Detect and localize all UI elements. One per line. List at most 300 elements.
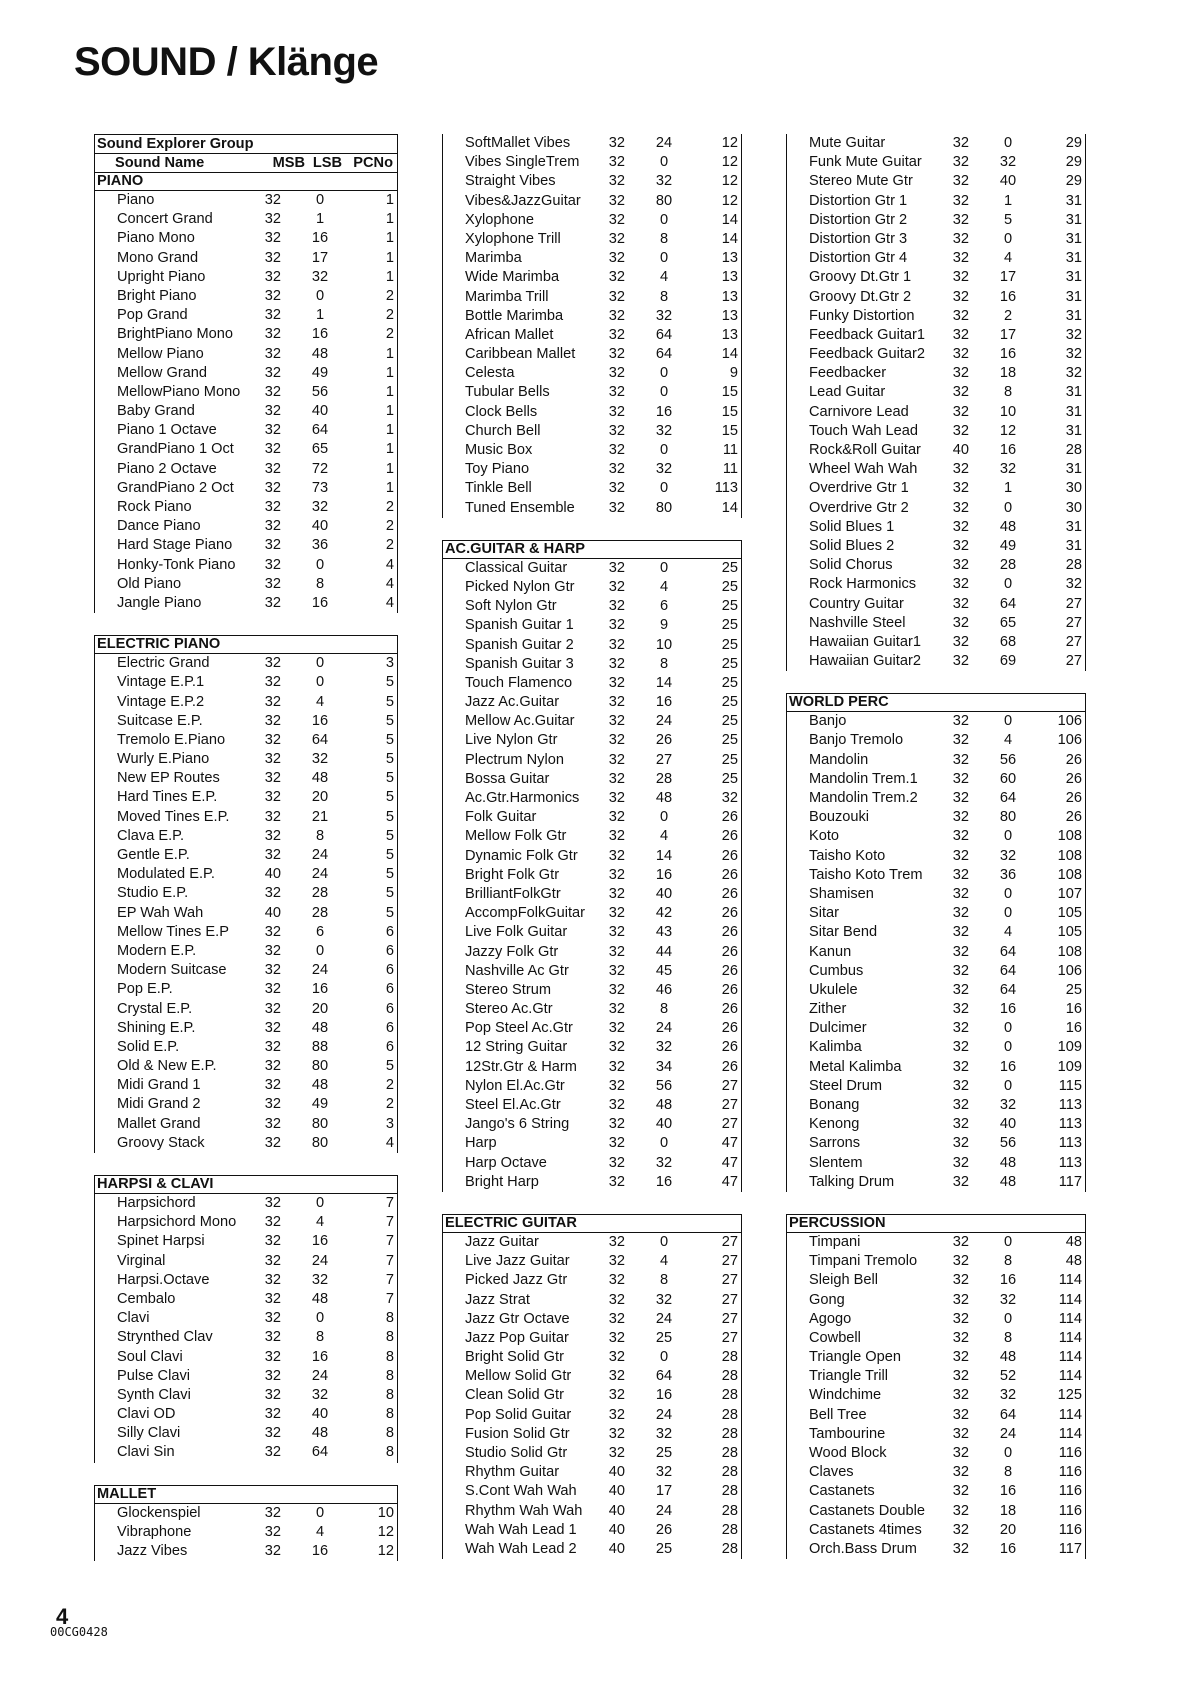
table-row (443, 751, 741, 770)
table-row (95, 1309, 397, 1328)
lsb-value: 36 (999, 866, 1017, 883)
sound-name: Bottle Marimba (465, 307, 564, 324)
sound-name: Sleigh Bell (809, 1272, 878, 1289)
lsb-value: 16 (655, 694, 673, 711)
sound-name: Kenong (809, 1116, 860, 1133)
lsb-value: 48 (311, 1019, 329, 1036)
table-row (443, 693, 741, 712)
table-row (95, 210, 397, 229)
pc-number: 125 (1057, 1387, 1082, 1404)
pc-number: 27 (721, 1116, 738, 1133)
pc-number: 27 (1065, 633, 1082, 650)
table-row (95, 750, 397, 769)
table-row (787, 712, 1085, 731)
msb-value: 32 (264, 885, 281, 902)
pc-number: 114 (1058, 1406, 1082, 1423)
lsb-value: 0 (1003, 135, 1013, 151)
lsb-value: 80 (311, 1134, 329, 1151)
sound-name: Solid Blues 1 (809, 518, 895, 535)
sound-name: Tambourine (809, 1425, 886, 1442)
sound-name: Harpsi.Octave (117, 1271, 210, 1288)
pc-number: 113 (1058, 1116, 1082, 1133)
sound-name: Stereo Ac.Gtr (465, 1001, 553, 1018)
msb-value: 32 (264, 518, 281, 535)
sound-name: Jazz Pop Guitar (465, 1329, 569, 1346)
pc-number: 26 (721, 1001, 738, 1018)
msb-value: 32 (264, 287, 281, 304)
table-row (95, 1290, 397, 1309)
lsb-value: 20 (311, 1000, 329, 1017)
pc-number: 27 (1065, 614, 1082, 631)
sound-name: Solid E.P. (117, 1038, 180, 1055)
pc-number: 27 (721, 1329, 738, 1346)
sound-name: Mellow Tines E.P (117, 923, 229, 940)
table-row (95, 961, 397, 980)
table-row (443, 383, 741, 402)
pc-number: 31 (1065, 403, 1082, 420)
lsb-value: 4 (315, 1523, 325, 1540)
lsb-value: 8 (1003, 384, 1013, 401)
table-row (443, 1058, 741, 1077)
lsb-value: 64 (311, 422, 329, 439)
table-row (787, 1134, 1085, 1153)
sound-name: Shining E.P. (117, 1019, 196, 1036)
pc-number: 12 (377, 1543, 394, 1559)
sound-name: Kalimba (809, 1039, 862, 1056)
pc-number: 32 (1065, 365, 1082, 382)
pc-number: 32 (1065, 576, 1082, 593)
msb-value: 32 (264, 1271, 281, 1288)
sound-name: 12 String Guitar (465, 1039, 568, 1056)
lsb-value: 16 (999, 288, 1017, 305)
msb-value: 32 (952, 1521, 969, 1538)
lsb-value: 14 (655, 847, 673, 864)
sound-name: Fusion Solid Gtr (465, 1425, 570, 1442)
lsb-value: 25 (655, 1540, 673, 1557)
pc-number: 13 (721, 307, 738, 324)
sound-name: GrandPiano 1 Oct (117, 441, 234, 458)
table-row (787, 326, 1085, 345)
pc-number: 25 (721, 770, 738, 787)
pc-number: 6 (385, 1000, 394, 1017)
table-row (787, 134, 1085, 153)
pc-number: 31 (1065, 422, 1082, 439)
pc-number: 26 (721, 943, 738, 960)
table-row (787, 1310, 1085, 1329)
msb-value: 32 (952, 518, 969, 535)
lsb-value: 52 (999, 1368, 1017, 1385)
sound-name: Jango's 6 String (465, 1116, 570, 1133)
lsb-value: 10 (999, 403, 1017, 420)
msb-value: 32 (952, 885, 969, 902)
pc-number: 13 (721, 269, 738, 286)
lsb-value: 0 (659, 384, 669, 401)
header-sound-name: Sound Name (115, 155, 205, 171)
lsb-value: 16 (999, 346, 1017, 363)
pc-number: 47 (721, 1173, 738, 1190)
table-row (95, 249, 397, 268)
msb-value: 32 (952, 461, 969, 478)
table-row (443, 499, 741, 518)
lsb-value: 34 (655, 1058, 673, 1075)
pc-number: 28 (721, 1521, 738, 1538)
section-header: PERCUSSION (787, 1214, 1085, 1233)
lsb-value: 10 (655, 636, 673, 653)
sound-name: Groovy Dt.Gtr 2 (809, 288, 912, 305)
lsb-value: 8 (1003, 1253, 1013, 1270)
pc-number: 7 (385, 1271, 394, 1288)
table-row (443, 1252, 741, 1271)
table-row (95, 1271, 397, 1290)
sound-name: Soft Nylon Gtr (465, 598, 557, 615)
sound-section (442, 1214, 742, 1559)
lsb-value: 32 (655, 422, 673, 439)
lsb-value: 32 (655, 1291, 673, 1308)
pc-number: 15 (721, 422, 738, 439)
pc-number: 27 (721, 1077, 738, 1094)
pc-number: 25 (721, 598, 738, 615)
sound-name: New EP Routes (117, 770, 220, 787)
lsb-value: 0 (1003, 1077, 1013, 1094)
table-row (787, 652, 1085, 671)
lsb-value: 16 (311, 712, 329, 729)
sound-name: Jazzy Folk Gtr (465, 943, 559, 960)
msb-value: 32 (952, 1406, 969, 1423)
table-row (787, 923, 1085, 942)
table-row (95, 1057, 397, 1076)
pc-number: 2 (385, 537, 394, 554)
lsb-value: 32 (999, 1387, 1017, 1404)
sound-name: Honky-Tonk Piano (117, 556, 236, 573)
msb-value: 32 (952, 790, 969, 806)
section-gap (786, 1192, 1086, 1214)
sound-name: Triangle Open (809, 1349, 901, 1366)
msb-value: 32 (952, 924, 969, 941)
pc-number: 14 (721, 230, 738, 247)
pc-number: 11 (722, 442, 738, 458)
table-row (443, 249, 741, 268)
msb-value: 32 (264, 847, 281, 863)
pc-number: 1 (385, 422, 394, 439)
pc-number: 1 (385, 403, 394, 420)
msb-value: 32 (952, 1425, 969, 1442)
pc-number: 5 (385, 731, 394, 748)
lsb-value: 64 (999, 981, 1017, 998)
pc-number: 47 (721, 1135, 738, 1152)
table-row (95, 1038, 397, 1057)
lsb-value: 48 (655, 1097, 673, 1113)
pc-number: 31 (1065, 211, 1082, 228)
sound-name: Wood Block (809, 1445, 887, 1461)
pc-number: 12 (721, 173, 738, 190)
msb-value: 32 (952, 154, 969, 171)
lsb-value: 24 (311, 962, 329, 979)
msb-value: 32 (952, 847, 969, 864)
table-row (443, 172, 741, 191)
lsb-value: 6 (659, 598, 669, 615)
msb-value: 32 (608, 578, 625, 595)
pc-number: 8 (385, 1329, 394, 1346)
msb-value: 32 (608, 269, 625, 286)
table-row (95, 325, 397, 344)
pc-number: 2 (385, 287, 394, 304)
section-header: PIANO (95, 172, 397, 191)
msb-value: 32 (608, 1272, 625, 1289)
table-row (443, 1233, 741, 1252)
lsb-value: 4 (659, 1253, 669, 1270)
lsb-value: 32 (311, 751, 329, 768)
table-row (787, 1115, 1085, 1134)
pc-number: 6 (385, 942, 394, 959)
pc-number: 113 (1058, 1097, 1082, 1113)
lsb-value: 8 (315, 575, 325, 592)
sound-name: Harpsichord Mono (117, 1214, 237, 1231)
pc-number: 26 (721, 981, 738, 998)
sound-name: BrilliantFolkGtr (465, 885, 561, 902)
lsb-value: 16 (999, 1483, 1017, 1500)
msb-value: 32 (952, 250, 969, 267)
table-row (443, 211, 741, 230)
sound-name: Clavi Sin (117, 1444, 175, 1461)
pc-number: 109 (1057, 1039, 1082, 1056)
lsb-value: 0 (315, 674, 325, 691)
table-row (95, 1000, 397, 1019)
msb-value: 32 (952, 1445, 969, 1461)
table-row (787, 808, 1085, 827)
pc-number: 1 (385, 383, 394, 400)
lsb-value: 60 (999, 770, 1017, 787)
msb-value: 32 (608, 962, 625, 979)
msb-value: 32 (952, 211, 969, 228)
section-header: ELECTRIC PIANO (95, 635, 397, 654)
pc-number: 114 (1058, 1272, 1082, 1289)
table-row (787, 962, 1085, 981)
sound-name: Jazz Guitar (465, 1233, 539, 1250)
msb-value: 32 (608, 1253, 625, 1270)
sound-name: Concert Grand (117, 211, 213, 228)
pc-number: 113 (1058, 1135, 1082, 1152)
pc-number: 114 (1058, 1349, 1082, 1366)
sound-name: Bell Tree (809, 1406, 867, 1423)
msb-value: 32 (264, 307, 281, 324)
msb-value: 32 (608, 1001, 625, 1018)
lsb-value: 68 (999, 633, 1017, 650)
pc-number: 29 (1065, 135, 1082, 151)
pc-number: 5 (385, 751, 394, 768)
pc-number: 31 (1065, 269, 1082, 286)
table-row (95, 306, 397, 325)
table-row (95, 1523, 397, 1542)
table-row (95, 1367, 397, 1386)
sound-name: Silly Clavi (117, 1425, 181, 1442)
msb-value: 32 (264, 537, 281, 554)
pc-number: 28 (721, 1445, 738, 1461)
table-row (443, 789, 741, 808)
msb-value: 32 (264, 1425, 281, 1442)
pc-number: 31 (1065, 307, 1082, 324)
sound-name: Tremolo E.Piano (117, 731, 226, 748)
msb-value: 32 (264, 1444, 281, 1461)
pc-number: 8 (385, 1406, 394, 1423)
pc-number: 108 (1057, 847, 1082, 864)
lsb-value: 0 (1003, 713, 1013, 730)
pc-number: 116 (1058, 1521, 1082, 1538)
table-row (443, 943, 741, 962)
msb-value: 32 (952, 1272, 969, 1289)
table-row (95, 827, 397, 846)
table-row (443, 770, 741, 789)
lsb-value: 48 (311, 770, 329, 787)
sound-name: Solid Chorus (809, 557, 893, 574)
sound-name: Gong (809, 1291, 845, 1308)
msb-value: 32 (952, 1058, 969, 1075)
pc-number: 4 (385, 575, 394, 592)
lsb-value: 32 (311, 268, 329, 285)
sound-name: Overdrive Gtr 1 (809, 480, 909, 497)
pc-number: 5 (385, 808, 394, 825)
pc-number: 27 (721, 1272, 738, 1289)
table-row (787, 1348, 1085, 1367)
msb-value: 32 (608, 1233, 625, 1250)
sound-name: Tuned Ensemble (465, 499, 575, 516)
table-row (443, 1482, 741, 1501)
table-row (787, 575, 1085, 594)
table-row (95, 1424, 397, 1443)
pc-number: 26 (721, 809, 738, 826)
table-row (787, 1233, 1085, 1252)
sound-name: African Mallet (465, 326, 554, 343)
pc-number: 117 (1058, 1540, 1082, 1557)
msb-value: 32 (264, 556, 281, 573)
lsb-value: 28 (655, 770, 673, 787)
table-row (787, 847, 1085, 866)
pc-number: 108 (1057, 866, 1082, 883)
msb-value: 32 (608, 1116, 625, 1133)
lsb-value: 16 (999, 1001, 1017, 1018)
lsb-value: 64 (999, 595, 1017, 612)
table-row (95, 846, 397, 865)
table-row (787, 403, 1085, 422)
msb-value: 32 (952, 1464, 969, 1481)
table-row (787, 556, 1085, 575)
msb-value: 32 (264, 827, 281, 844)
sound-section (786, 1214, 1086, 1559)
lsb-value: 32 (311, 1271, 329, 1288)
table-row (443, 1038, 741, 1057)
table-row (787, 499, 1085, 518)
pc-number: 15 (721, 384, 738, 401)
table-row (443, 1134, 741, 1153)
table-row (787, 1367, 1085, 1386)
pc-number: 13 (721, 326, 738, 343)
pc-number: 25 (721, 559, 738, 576)
sound-name: Suitcase E.P. (117, 712, 203, 729)
table-row (443, 1115, 741, 1134)
lsb-value: 0 (1003, 905, 1013, 922)
lsb-value: 40 (311, 403, 329, 420)
pc-number: 113 (714, 480, 738, 497)
sound-name: Koto (809, 828, 840, 845)
msb-value: 32 (264, 962, 281, 979)
lsb-value: 32 (655, 461, 673, 478)
sound-name: Solid Blues 2 (809, 537, 895, 554)
pc-number: 6 (385, 923, 394, 940)
table-row (787, 345, 1085, 364)
msb-value: 32 (264, 1115, 281, 1132)
msb-value: 32 (952, 1001, 969, 1018)
sound-name: Piano (117, 192, 155, 208)
msb-value: 32 (264, 751, 281, 768)
table-row (443, 403, 741, 422)
pc-number: 8 (385, 1348, 394, 1365)
msb-value: 40 (952, 442, 969, 458)
pc-number: 14 (721, 499, 738, 516)
msb-value: 32 (952, 576, 969, 593)
pc-number: 8 (385, 1444, 394, 1461)
sound-name: Classical Guitar (465, 559, 568, 576)
lsb-value: 24 (655, 1310, 673, 1327)
table-row (787, 633, 1085, 652)
msb-value: 32 (264, 575, 281, 592)
lsb-value: 32 (655, 1425, 673, 1442)
table-row (443, 827, 741, 846)
msb-value: 32 (952, 1116, 969, 1133)
lsb-value: 48 (999, 1349, 1017, 1366)
sound-name: Modern Suitcase (117, 962, 227, 979)
lsb-value: 24 (655, 135, 673, 151)
msb-value: 32 (608, 135, 625, 151)
msb-value: 32 (952, 828, 969, 845)
sound-name: Hawaiian Guitar2 (809, 653, 921, 670)
table-row (95, 1213, 397, 1232)
pc-number: 105 (1057, 924, 1082, 941)
sound-name: Cumbus (809, 962, 864, 979)
sound-section (94, 172, 398, 613)
table-row (443, 559, 741, 578)
table-row (95, 364, 397, 383)
sound-name: Shamisen (809, 885, 874, 902)
sound-name: Mellow Solid Gtr (465, 1368, 572, 1385)
section-gap (786, 671, 1086, 693)
msb-value: 32 (608, 192, 625, 209)
msb-value: 32 (952, 1135, 969, 1152)
lsb-value: 16 (311, 594, 329, 611)
pc-number: 26 (721, 1058, 738, 1075)
sound-name: Mellow Piano (117, 345, 204, 362)
msb-value: 40 (264, 904, 281, 921)
pc-number: 115 (1058, 1077, 1082, 1094)
pc-number: 2 (385, 307, 394, 324)
pc-number: 114 (1058, 1310, 1082, 1327)
table-row (787, 885, 1085, 904)
lsb-value: 4 (1003, 732, 1013, 749)
lsb-value: 24 (655, 1020, 673, 1037)
table-row (443, 866, 741, 885)
lsb-value: 16 (655, 1387, 673, 1404)
lsb-value: 16 (655, 1173, 673, 1190)
lsb-value: 16 (311, 1543, 329, 1559)
lsb-value: 0 (659, 1233, 669, 1250)
lsb-value: 36 (311, 537, 329, 554)
lsb-value: 32 (999, 1097, 1017, 1113)
msb-value: 32 (264, 655, 281, 672)
sound-name: Soul Clavi (117, 1348, 183, 1365)
msb-value: 32 (608, 1058, 625, 1075)
msb-value: 32 (952, 346, 969, 363)
lsb-value: 48 (655, 790, 673, 806)
lsb-value: 0 (1003, 230, 1013, 247)
pc-number: 7 (385, 1214, 394, 1231)
